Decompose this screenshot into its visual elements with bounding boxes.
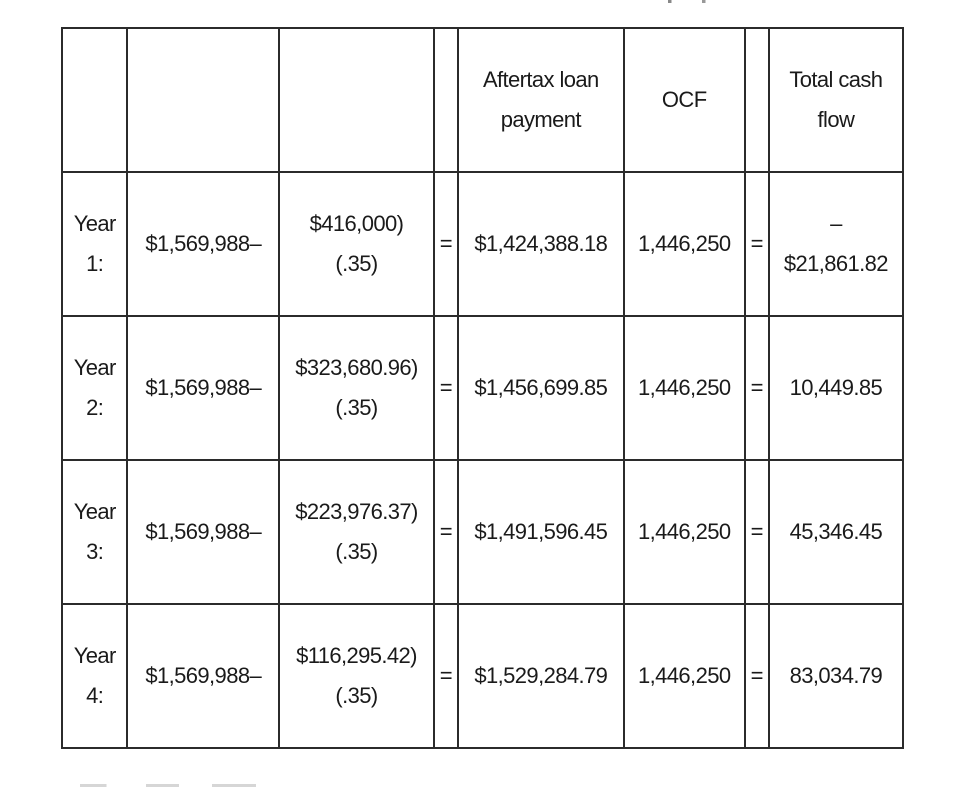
table-row xyxy=(62,460,903,604)
tax-rate: (.35) xyxy=(335,395,378,420)
header-row xyxy=(62,28,903,172)
equals-sign: = xyxy=(439,519,453,544)
header-aftertax-loan-payment xyxy=(458,28,624,172)
table-row xyxy=(62,604,903,748)
amount-cell xyxy=(127,460,279,604)
aftertax-loan-payment-value: $1,529,284.79 xyxy=(474,663,608,688)
ocf-value: 1,446,250 xyxy=(638,663,731,688)
header-cell-year xyxy=(62,28,127,172)
deduction-cell xyxy=(279,172,434,316)
header-text-line: payment xyxy=(500,107,581,132)
deduction-value: $323,680.96) xyxy=(295,355,418,380)
header-text-line: flow xyxy=(817,107,855,132)
year-label: Year xyxy=(73,643,116,668)
header-text-line: Total cash xyxy=(789,67,883,92)
amount-value: $1,569,988– xyxy=(145,663,262,688)
ocf-cell xyxy=(624,172,745,316)
deduction-cell xyxy=(279,460,434,604)
equals-cell xyxy=(434,460,458,604)
aftertax-loan-payment-cell xyxy=(458,172,624,316)
tax-rate: (.35) xyxy=(335,251,378,276)
year-label: Year xyxy=(73,355,116,380)
equals-sign: = xyxy=(750,519,763,544)
amount-value: $1,569,988– xyxy=(145,519,262,544)
ocf-cell xyxy=(624,604,745,748)
year-cell xyxy=(62,460,127,604)
total-cash-flow-value: $21,861.82 xyxy=(783,251,888,276)
amount-cell xyxy=(127,604,279,748)
cropped-text-fragment-top xyxy=(600,0,770,4)
table-row xyxy=(62,316,903,460)
total-cash-flow-value: 45,346.45 xyxy=(789,519,883,544)
year-label: Year xyxy=(73,211,116,236)
header-text-line: OCF xyxy=(661,87,707,112)
equals-sign: = xyxy=(439,375,453,400)
header-total-cash-flow xyxy=(769,28,903,172)
aftertax-loan-payment-value: $1,424,388.18 xyxy=(474,231,608,256)
equals-cell xyxy=(745,172,769,316)
total-cash-flow-cell xyxy=(769,604,903,748)
header-text-line: Aftertax loan xyxy=(482,67,599,92)
ocf-value: 1,446,250 xyxy=(638,375,731,400)
deduction-value: $416,000) xyxy=(309,211,404,236)
deduction-value: $116,295.42) xyxy=(296,643,417,668)
ocf-cell xyxy=(624,460,745,604)
total-cash-flow-cell xyxy=(769,460,903,604)
tax-rate: (.35) xyxy=(335,683,378,708)
amount-cell xyxy=(127,316,279,460)
tax-rate: (.35) xyxy=(335,539,378,564)
ocf-cell xyxy=(624,316,745,460)
ocf-value: 1,446,250 xyxy=(638,519,731,544)
year-number: 4: xyxy=(86,683,104,708)
aftertax-loan-payment-cell xyxy=(458,604,624,748)
aftertax-loan-payment-cell xyxy=(458,316,624,460)
equals-sign: = xyxy=(750,663,763,688)
equals-cell xyxy=(745,316,769,460)
deduction-cell xyxy=(279,604,434,748)
amount-cell xyxy=(127,172,279,316)
cash-flow-table xyxy=(61,27,904,749)
header-cell-deduction xyxy=(279,28,434,172)
year-number: 2: xyxy=(86,395,104,420)
cropped-text-fragment-bottom xyxy=(80,778,300,787)
year-cell xyxy=(62,316,127,460)
equals-cell xyxy=(434,604,458,748)
equals-sign: = xyxy=(439,663,453,688)
amount-value: $1,569,988– xyxy=(145,375,262,400)
year-cell xyxy=(62,172,127,316)
negative-sign: – xyxy=(830,211,842,236)
equals-cell xyxy=(434,172,458,316)
header-cell-equals-2 xyxy=(745,28,769,172)
header-cell-equals-1 xyxy=(434,28,458,172)
total-cash-flow-value: 83,034.79 xyxy=(789,663,883,688)
header-ocf xyxy=(624,28,745,172)
equals-sign: = xyxy=(439,231,453,256)
total-cash-flow-cell xyxy=(769,316,903,460)
table-row xyxy=(62,172,903,316)
aftertax-loan-payment-value: $1,491,596.45 xyxy=(474,519,608,544)
equals-sign: = xyxy=(750,375,763,400)
ocf-value: 1,446,250 xyxy=(638,231,731,256)
year-number: 3: xyxy=(86,539,104,564)
year-label: Year xyxy=(73,499,116,524)
equals-cell xyxy=(745,604,769,748)
total-cash-flow-value: 10,449.85 xyxy=(789,375,883,400)
header-cell-amount xyxy=(127,28,279,172)
deduction-value: $223,976.37) xyxy=(295,499,418,524)
equals-cell xyxy=(745,460,769,604)
year-number: 1: xyxy=(86,251,104,276)
equals-cell xyxy=(434,316,458,460)
aftertax-loan-payment-value: $1,456,699.85 xyxy=(474,375,608,400)
equals-sign: = xyxy=(750,231,763,256)
aftertax-loan-payment-cell xyxy=(458,460,624,604)
total-cash-flow-cell xyxy=(769,172,903,316)
year-cell xyxy=(62,604,127,748)
deduction-cell xyxy=(279,316,434,460)
amount-value: $1,569,988– xyxy=(145,231,262,256)
